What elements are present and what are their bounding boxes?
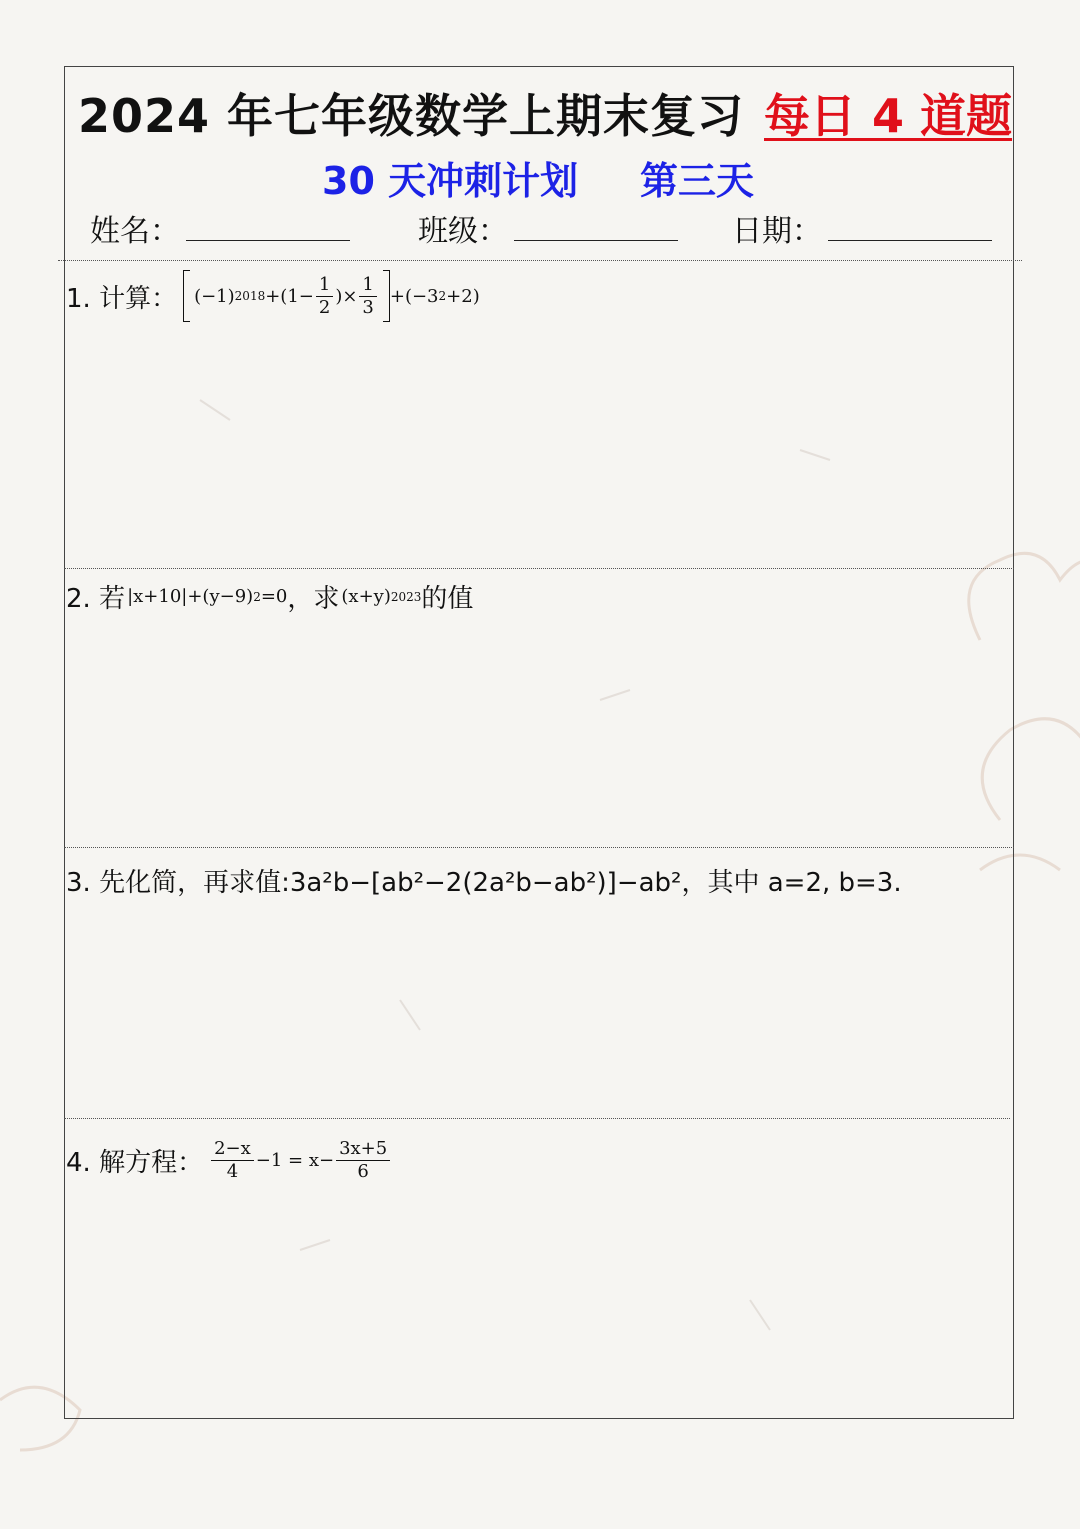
fraction <box>336 1138 390 1183</box>
question-2-target <box>341 586 421 607</box>
question-divider <box>64 847 1014 848</box>
header-divider <box>58 260 1022 261</box>
question-2-label: 2. 若 <box>66 584 126 614</box>
fraction <box>316 274 333 319</box>
question-3-label: 3. 先化简，再求值:3a²b−[ab²−2(2a²b−ab²)]−ab²，其中 a=2, b=3. <box>66 868 902 898</box>
class-field[interactable] <box>418 206 678 250</box>
fraction <box>359 274 376 319</box>
question-4 <box>66 1138 392 1183</box>
date-label: 日期： <box>732 214 822 249</box>
question-2-condition <box>127 586 287 607</box>
question-2 <box>66 578 473 615</box>
class-blank[interactable] <box>514 214 678 241</box>
question-1-expression <box>183 270 480 322</box>
fraction-denominator: 4 <box>226 1161 239 1182</box>
question-divider <box>64 1118 1010 1119</box>
question-1 <box>66 270 480 322</box>
expr-term: +2) <box>446 285 480 307</box>
question-4-equation <box>209 1138 392 1183</box>
question-3 <box>66 862 902 899</box>
expr-term: |x+10|+(y−9) <box>127 586 254 607</box>
expr-term: +(−3 <box>389 285 439 307</box>
fraction-denominator: 6 <box>357 1161 369 1182</box>
question-divider <box>64 568 1014 569</box>
plan-subtitle: 30 天冲刺计划 <box>322 159 579 203</box>
right-bracket <box>383 270 390 322</box>
expr-term: (x+y) <box>341 586 391 607</box>
date-field[interactable] <box>732 206 992 250</box>
expr-exponent: 2 <box>438 289 447 303</box>
name-label: 姓名： <box>90 214 180 249</box>
fraction-numerator: 1 <box>316 274 333 297</box>
day-subtitle: 第三天 <box>640 159 755 203</box>
expr-exponent: 2 <box>253 589 261 604</box>
expr-term: −1 = x− <box>255 1150 335 1171</box>
title-highlight: 每日 4 道题 <box>764 89 1013 143</box>
fraction-denominator: 2 <box>318 296 331 318</box>
expr-term: (−1) <box>194 285 235 307</box>
fraction-numerator: 3x+5 <box>336 1138 390 1161</box>
expr-term: +(1− <box>265 285 314 307</box>
question-1-label: 1. 计算： <box>66 283 178 314</box>
question-4-label: 4. 解方程： <box>66 1148 204 1178</box>
expr-term: =0 <box>260 586 288 607</box>
date-blank[interactable] <box>828 214 992 241</box>
name-blank[interactable] <box>186 214 350 241</box>
fraction-denominator: 3 <box>362 296 374 318</box>
worksheet-frame <box>64 66 1014 1419</box>
expr-term: )× <box>335 285 358 307</box>
expr-exponent: 2018 <box>234 289 266 303</box>
class-label: 班级： <box>418 214 508 249</box>
expr-exponent: 2023 <box>390 589 422 604</box>
name-field[interactable] <box>90 206 350 250</box>
question-2-connector: ，求 <box>287 584 340 614</box>
fraction-numerator: 2−x <box>211 1138 254 1161</box>
question-2-tail: 的值 <box>421 584 474 614</box>
page-title: 2024 年七年级数学上期末复习 <box>78 89 745 143</box>
fraction <box>211 1138 254 1183</box>
left-bracket <box>183 270 190 322</box>
fraction-numerator: 1 <box>359 274 376 297</box>
